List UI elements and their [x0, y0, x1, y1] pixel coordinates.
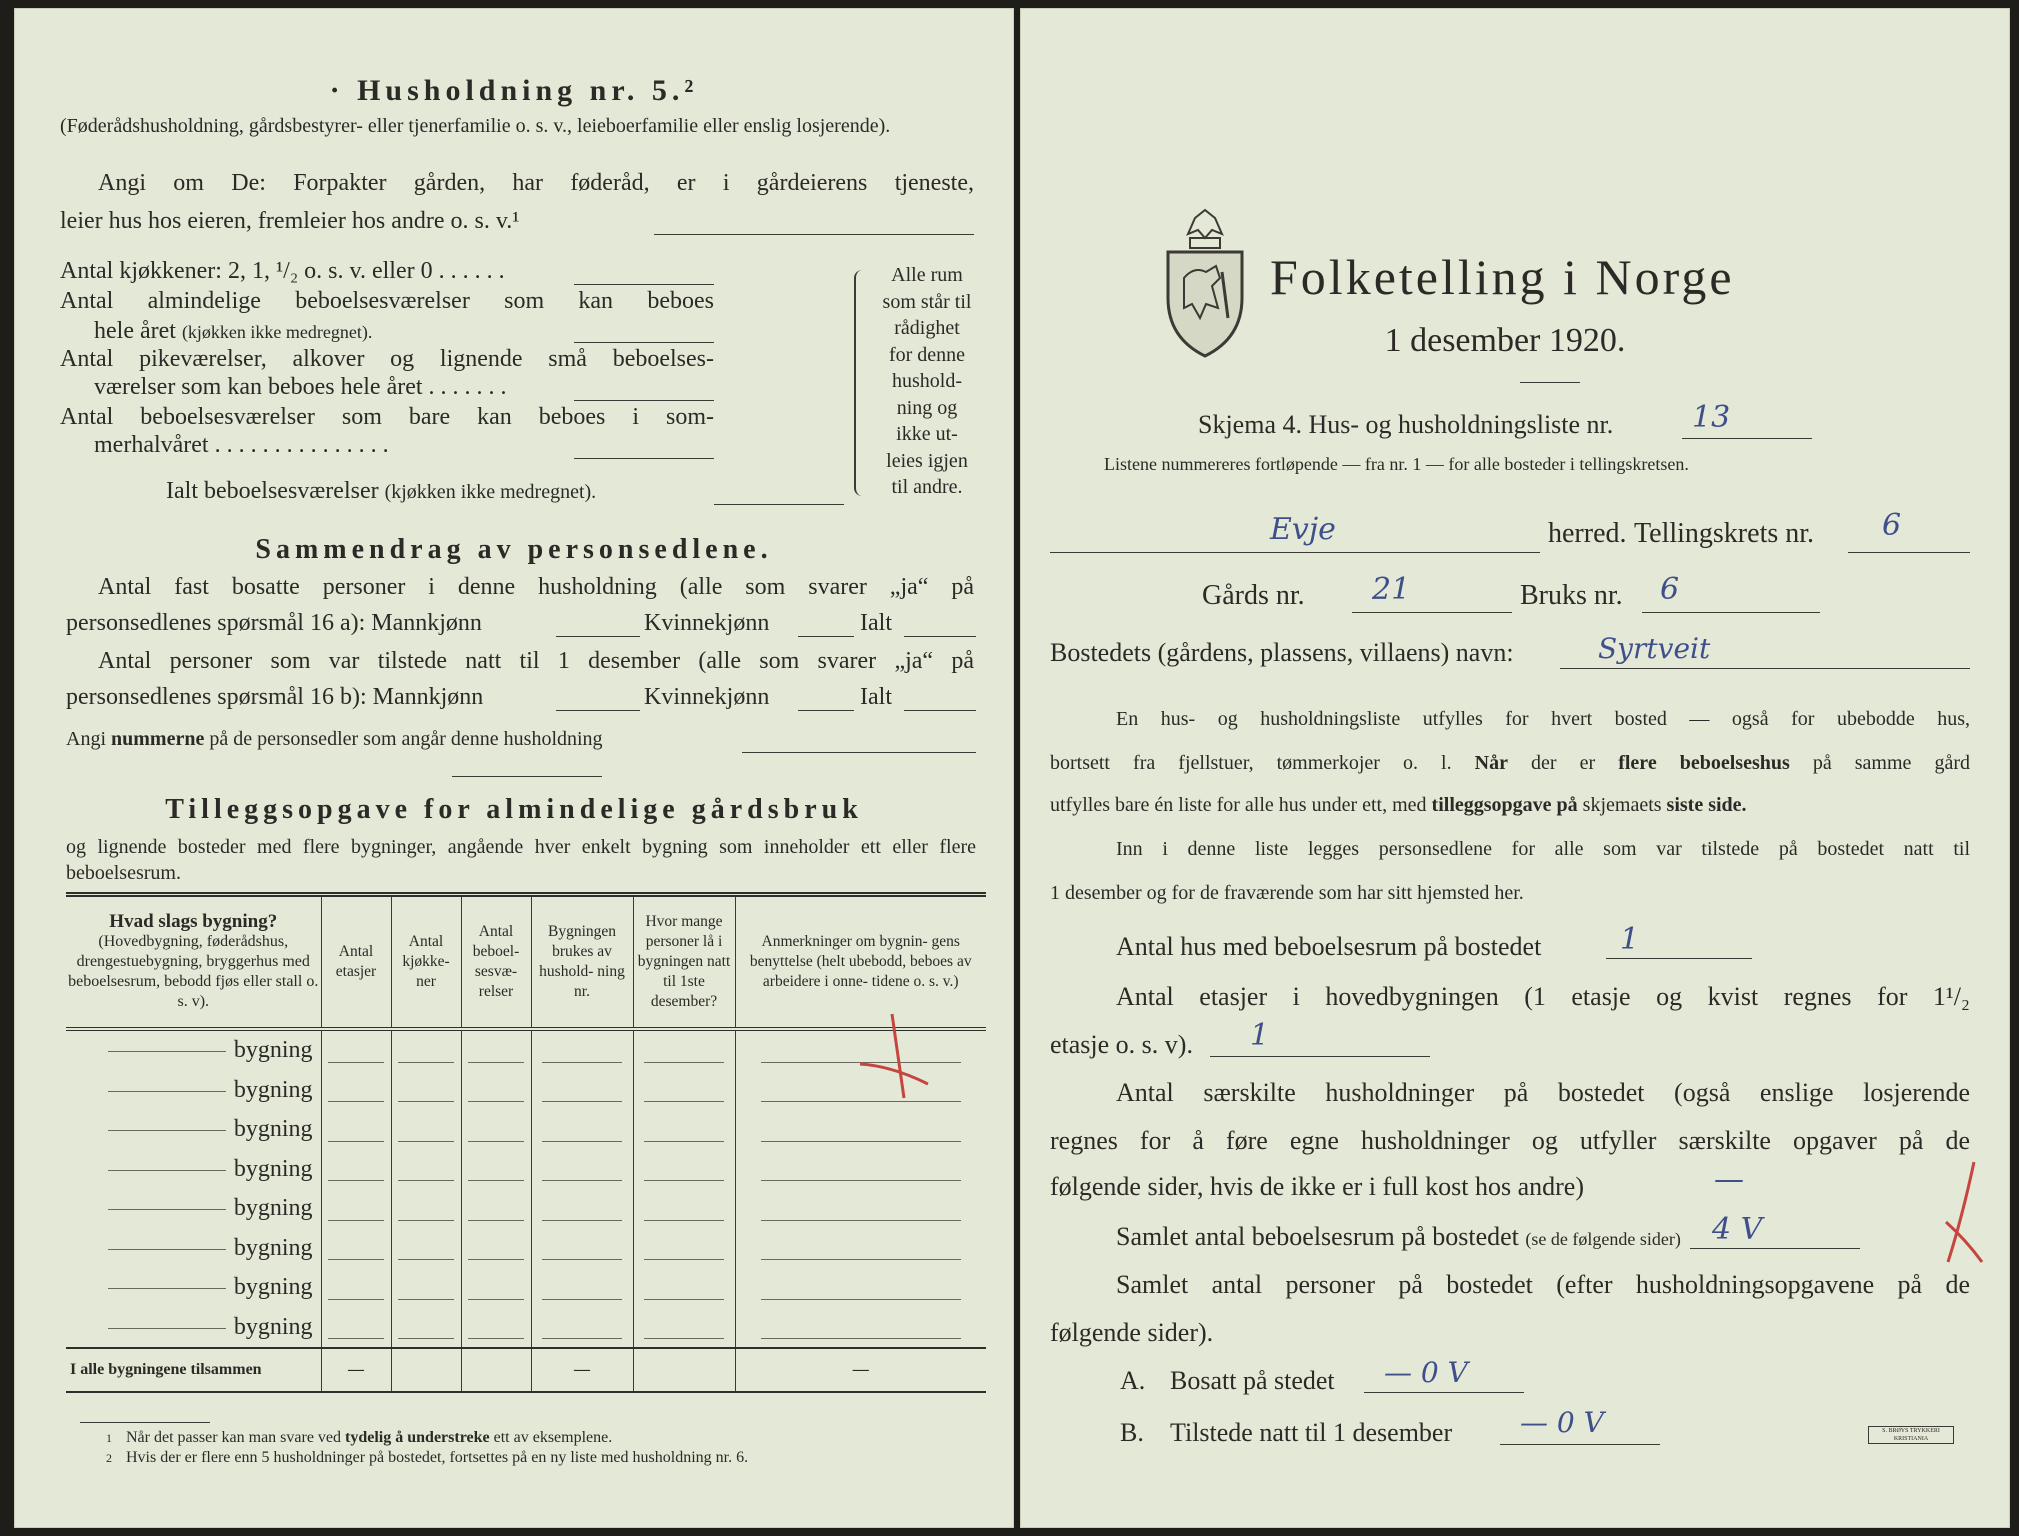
a-line [1364, 1392, 1524, 1393]
cell-line [328, 1338, 383, 1339]
section-divider [452, 776, 602, 777]
cell-line [542, 1141, 623, 1142]
table-row [66, 1268, 986, 1308]
instruction-2-line-1: Inn i denne liste legges personsedlene for alle som var tilstede på bostedet natt til [1116, 838, 1970, 860]
building-label-cell [66, 1229, 321, 1269]
coat-of-arms-icon [1162, 208, 1248, 358]
side-note-line: ning og [896, 396, 958, 419]
cell-line [542, 1259, 623, 1260]
side-note-line: for denne [888, 343, 966, 366]
cell-line [761, 1220, 961, 1221]
hus-label: Antal hus med beboelsesrum på bostedet [1116, 932, 1542, 961]
table-header-cell [321, 895, 391, 1030]
hus-value: 1 [1620, 922, 1640, 957]
table-header-text: Hvor mange personer lå i bygningen natt til 1ste desember? [637, 913, 731, 1010]
cell-line [761, 1180, 961, 1181]
saerskilte-line-2: regnes for å føre egne husholdninger og utfyller særskilte opgaver på de [1050, 1126, 1970, 1155]
etasjer-value: 1 [1250, 1018, 1270, 1053]
total-cell: — [531, 1348, 633, 1392]
tilstede-mann-line [556, 710, 640, 711]
a-text: Bosatt på stedet [1170, 1366, 1335, 1395]
footnote-divider [80, 1422, 210, 1423]
table-cell [391, 1229, 461, 1269]
cell-line [542, 1299, 623, 1300]
building-label-cell [66, 1268, 321, 1308]
table-cell [391, 1071, 461, 1111]
table-header-text: (Hovedbygning, føderådshus, drengestuebygning, bryggerhus med beboelsesrum, bebodd fjøs eller stall o. s. v). [68, 933, 319, 1010]
table-row [66, 1308, 986, 1349]
building-label-cell [66, 1071, 321, 1111]
building-name-line [108, 1170, 226, 1171]
table-header-text: Bygningen brukes av hushold- ning nr. [539, 923, 625, 1000]
cell-line [398, 1180, 453, 1181]
total-cell [391, 1348, 461, 1392]
instr1-l2-bold-2: flere beboelseshus [1618, 752, 1790, 774]
ialt-line [714, 504, 844, 505]
tilstede-line-2: personsedlenes spørsmål 16 b): Mannkjønn [66, 684, 484, 710]
table-cell [735, 1110, 986, 1150]
table-header-cell [461, 895, 531, 1030]
table-cell [531, 1110, 633, 1150]
alm-rooms-line-2: hele året [94, 318, 176, 344]
samlet-rum-small: (se de følgende sider) [1525, 1229, 1681, 1249]
cell-line [644, 1338, 725, 1339]
cell-line [398, 1062, 453, 1063]
table-header-text: Antal beboel- sesvæ- relser [472, 923, 520, 1000]
cell-line [468, 1062, 523, 1063]
fast-line-1: Antal fast bosatte personer i denne husholdning (alle som svarer „ja“ på [98, 574, 974, 600]
samlet-personer-line-2: følgende sider). [1050, 1318, 1214, 1347]
building-label-cell [66, 1308, 321, 1349]
hus-line [1606, 958, 1752, 959]
red-check-mark [842, 1008, 932, 1108]
main-date: 1 desember 1920. [1384, 322, 1626, 359]
tilstede-kvinne-line [798, 710, 854, 711]
angi-nummer-bold: nummerne [111, 728, 205, 750]
instruction-1-line-1: En hus- og husholdningsliste utfylles for hvert bosted — også for ubebodde hus, [1116, 708, 1970, 730]
bruks-label: Bruks nr. [1520, 580, 1623, 611]
table-row [66, 1189, 986, 1229]
tellingskrets-line [1848, 552, 1970, 553]
instr1-l2-mid: der er [1507, 752, 1619, 774]
listene-note: Listene nummereres fortløpende — fra nr. 1 — for alle bosteder i tellingskretsen. [1104, 454, 1689, 474]
tilstede-line-1: Antal personer som var tilstede natt til 1 desember (alle som svarer „ja“ på [98, 648, 974, 674]
herred-label: herred. [1548, 518, 1627, 549]
footnote-1-post: ett av eksemplene. [489, 1429, 613, 1446]
table-cell [531, 1229, 633, 1269]
table-cell [391, 1150, 461, 1190]
cell-line [398, 1338, 453, 1339]
total-cell [633, 1348, 735, 1392]
left-page [14, 8, 1014, 1528]
pike-line [574, 400, 714, 401]
building-label: bygning [233, 1313, 313, 1340]
table-header-text: Anmerkninger om bygnin- gens benyttelse (helt ubebodd, beboes av arbeidere i onne- tidene o. s. v.) [749, 933, 972, 990]
red-x-mark [1940, 1158, 1990, 1268]
instruction-1-line-2 [1050, 752, 1970, 775]
side-note-line: ikke ut- [896, 423, 958, 445]
cell-line [644, 1141, 725, 1142]
cell-line [761, 1141, 961, 1142]
bruks-value: 6 [1660, 572, 1680, 607]
fast-ialt-label: Ialt [860, 610, 892, 636]
cell-line [328, 1220, 383, 1221]
gards-value: 21 [1372, 572, 1411, 607]
cell-line [398, 1101, 453, 1102]
instr1-l2-post: på samme gård [1789, 752, 1971, 774]
building-name-line [108, 1209, 226, 1210]
kjokkener-line [574, 284, 714, 285]
sommer-line [574, 458, 714, 459]
table-cell [461, 1189, 531, 1229]
buildings-table [66, 892, 986, 1393]
table-cell [461, 1229, 531, 1269]
tilstede-ialt-line [904, 710, 976, 711]
building-label-cell [66, 1150, 321, 1190]
table-cell [461, 1110, 531, 1150]
main-title: Folketelling i Norge [1270, 249, 1735, 305]
table-cell [461, 1268, 531, 1308]
instr1-l2-bold-1: Når [1474, 752, 1508, 774]
side-note-line: hushold- [892, 370, 962, 392]
table-cell [531, 1150, 633, 1190]
alm-rooms-line [574, 342, 714, 343]
angi-answer-line [654, 234, 974, 235]
angi-line-2: leier hus hos eieren, fremleier hos andre o. s. v.¹ [60, 208, 520, 234]
building-name-line [108, 1328, 226, 1329]
side-note-line: leies igjen [886, 449, 968, 472]
side-note-line: som står til [882, 290, 972, 313]
fast-kvinne-line [798, 636, 854, 637]
cell-line [761, 1299, 961, 1300]
table-cell [531, 1071, 633, 1111]
total-row [66, 1348, 986, 1392]
footnote-2-number: 2 [106, 1451, 112, 1465]
building-label: bygning [233, 1274, 313, 1301]
household-note: (Føderådshusholdning, gårdsbestyrer- eller tjenerfamilie o. s. v., leieboerfamilie eller enslig losjerende). [60, 115, 891, 137]
fast-ialt-line [904, 636, 976, 637]
table-cell [531, 1029, 633, 1071]
sommer-line-1: Antal beboelsesværelser som bare kan beboes i som- [60, 404, 714, 430]
table-cell [321, 1071, 391, 1111]
table-cell [461, 1071, 531, 1111]
building-name-line [108, 1249, 226, 1250]
cell-line [398, 1259, 453, 1260]
building-label: bygning [233, 1234, 313, 1261]
total-cell: — [321, 1348, 391, 1392]
table-cell [633, 1110, 735, 1150]
cell-line [398, 1299, 453, 1300]
bruks-line [1642, 612, 1820, 613]
building-label: bygning [233, 1037, 313, 1064]
a-label: A. [1120, 1366, 1146, 1395]
table-cell [461, 1308, 531, 1349]
table-cell [321, 1110, 391, 1150]
skjema-value: 13 [1692, 400, 1731, 435]
table-cell [735, 1268, 986, 1308]
saerskilte-line-3: følgende sider, hvis de ikke er i full kost hos andre) [1050, 1172, 1584, 1201]
building-label: bygning [233, 1116, 313, 1143]
table-cell [391, 1110, 461, 1150]
table-cell [531, 1268, 633, 1308]
building-name-line [108, 1130, 226, 1131]
herred-value: Evje [1270, 512, 1336, 547]
footnote-1-bold: tydelig å understreke [345, 1429, 490, 1446]
cell-line [542, 1220, 623, 1221]
cell-line [398, 1141, 453, 1142]
title-divider [1520, 382, 1580, 383]
cell-line [468, 1338, 523, 1339]
side-note [868, 262, 986, 501]
table-cell [321, 1268, 391, 1308]
cell-line [468, 1141, 523, 1142]
table-cell [633, 1229, 735, 1269]
table-cell [461, 1029, 531, 1071]
building-label: bygning [233, 1195, 313, 1222]
cell-line [644, 1259, 725, 1260]
footnote-2-text: Hvis der er flere enn 5 husholdninger på bostedet, fortsettes på en ny liste med husholdning nr. 6. [126, 1449, 749, 1466]
a-value: — 0 V [1384, 1356, 1468, 1389]
table-cell [633, 1268, 735, 1308]
cell-line [761, 1259, 961, 1260]
table-cell [321, 1308, 391, 1349]
table-cell [321, 1189, 391, 1229]
bostedets-value: Syrtveit [1598, 632, 1711, 665]
building-label-cell [66, 1110, 321, 1150]
table-row [66, 1150, 986, 1190]
table-row [66, 1229, 986, 1269]
table-cell [531, 1189, 633, 1229]
gards-label: Gårds nr. [1202, 580, 1305, 611]
household-title: · Husholdning nr. 5.² [329, 74, 699, 107]
instruction-2-line-2: 1 desember og for de fraværende som har sitt hjemsted her. [1050, 882, 1524, 904]
instruction-1-line-3 [1050, 794, 1747, 817]
table-header-text: Antal etasjer [335, 943, 377, 980]
table-cell [391, 1029, 461, 1071]
angi-nummer-pre: Angi [66, 728, 111, 750]
cell-line [328, 1141, 383, 1142]
instr1-l3-pre: utfylles bare én liste for alle hus under ett, med [1050, 794, 1432, 816]
samlet-personer-line-1: Samlet antal personer på bostedet (efter husholdningsopgavene på de [1116, 1270, 1970, 1299]
footnote-1-number: 1 [106, 1431, 112, 1445]
cell-line [468, 1180, 523, 1181]
footnote-1 [106, 1428, 612, 1448]
b-text: Tilstede natt til 1 desember [1170, 1418, 1453, 1447]
cell-line [468, 1259, 523, 1260]
gards-line [1352, 612, 1512, 613]
bostedets-label: Bostedets (gårdens, plassens, villaens) navn: [1050, 638, 1514, 667]
cell-line [328, 1180, 383, 1181]
cell-line [398, 1220, 453, 1221]
fast-kvinne-label: Kvinnekjønn [644, 610, 770, 636]
table-cell [633, 1150, 735, 1190]
right-page [1020, 8, 2010, 1528]
skjema-line [1682, 438, 1812, 439]
table-cell [633, 1071, 735, 1111]
tellingskrets-value: 6 [1882, 508, 1902, 543]
cell-line [761, 1338, 961, 1339]
table-cell [531, 1308, 633, 1349]
samlet-rum-label: Samlet antal beboelsesrum på bostedet [1116, 1222, 1519, 1251]
b-value: — 0 V [1520, 1406, 1604, 1439]
cell-line [542, 1101, 623, 1102]
table-header-cell [391, 895, 461, 1030]
cell-line [328, 1259, 383, 1260]
side-note-line: rådighet [894, 317, 960, 339]
ialt-label: Ialt beboelsesværelser [166, 478, 379, 504]
table-cell [633, 1029, 735, 1071]
fast-line-2: personsedlenes spørsmål 16 a): Mannkjønn [66, 610, 482, 636]
cell-line [644, 1299, 725, 1300]
cell-line [644, 1180, 725, 1181]
etasjer-line [1210, 1056, 1430, 1057]
table-cell [633, 1308, 735, 1349]
table-header-cell [531, 895, 633, 1030]
cell-line [644, 1101, 725, 1102]
angi-nummer-post: på de personsedler som angår denne husholdning [204, 728, 603, 750]
building-label: bygning [233, 1155, 313, 1182]
table-cell [321, 1150, 391, 1190]
instr1-l3-bold-2: siste side. [1666, 794, 1747, 816]
table-row [66, 1110, 986, 1150]
printer-mark: S. BRØYS TRYKKERI KRISTIANIA [1868, 1426, 1954, 1444]
angi-line-1: Angi om De: Forpakter gården, har føderåd, er i gårdeierens tjeneste, [98, 170, 974, 196]
alm-rooms-small: (kjøkken ikke medregnet). [181, 322, 373, 342]
pike-line-2: værelser som kan beboes hele året . . . . . . . [94, 374, 507, 400]
fast-mann-line [556, 636, 640, 637]
b-label: B. [1120, 1418, 1144, 1447]
cell-line [542, 1180, 623, 1181]
cell-line [542, 1338, 623, 1339]
cell-line [328, 1062, 383, 1063]
samlet-rum-line [1690, 1248, 1860, 1249]
cell-line [468, 1299, 523, 1300]
table-cell [321, 1029, 391, 1071]
summary-title: Sammendrag av personsedlene. [255, 534, 773, 565]
etasjer-line-1: Antal etasjer i hovedbygningen (1 etasje og kvist regnes for 1¹/₂ [1116, 982, 1970, 1011]
table-header-bold: Hvad slags bygning? [109, 911, 278, 932]
skjema-label: Skjema 4. Hus- og husholdningsliste nr. [1198, 410, 1614, 439]
cell-line [328, 1299, 383, 1300]
footnote-2 [106, 1448, 748, 1468]
total-label: I alle bygningene tilsammen [66, 1348, 321, 1392]
saerskilte-line-1: Antal særskilte husholdninger på bostedet (også enslige losjerende [1116, 1078, 1970, 1107]
ialt-small: (kjøkken ikke medregnet). [384, 481, 597, 503]
alm-rooms-line-1: Antal almindelige beboelsesværelser som kan beboes [60, 288, 714, 314]
table-header-cell [633, 895, 735, 1030]
table-header-text: Antal kjøkke- ner [402, 933, 450, 990]
herred-line [1050, 552, 1540, 553]
side-note-line: til andre. [891, 476, 963, 498]
table-cell [391, 1189, 461, 1229]
saerskilte-value: — [1714, 1162, 1744, 1197]
cell-line [468, 1220, 523, 1221]
pike-line-1: Antal pikeværelser, alkover og lignende små beboelses- [60, 346, 714, 372]
table-cell [321, 1229, 391, 1269]
instr1-l3-bold-1: tilleggsopgave på [1431, 794, 1578, 816]
cell-line [468, 1101, 523, 1102]
building-name-line [108, 1091, 226, 1092]
table-header-cell [66, 895, 321, 1030]
cell-line [328, 1101, 383, 1102]
cell-line [644, 1062, 725, 1063]
angi-nummer-line [742, 752, 976, 753]
cell-line [542, 1062, 623, 1063]
building-name-line [108, 1051, 226, 1052]
table-cell [461, 1150, 531, 1190]
b-line [1500, 1444, 1660, 1445]
instr1-l2-pre: bortsett fra fjellstuer, tømmerkojer o. l. [1050, 752, 1475, 774]
tellingskrets-label: Tellingskrets nr. [1634, 518, 1815, 549]
brace [854, 270, 866, 496]
cell-line [644, 1220, 725, 1221]
building-label-cell [66, 1189, 321, 1229]
building-label: bygning [233, 1076, 313, 1103]
table-cell [735, 1150, 986, 1190]
total-cell: — [735, 1348, 986, 1392]
tilstede-kvinne-label: Kvinnekjønn [644, 684, 770, 710]
samlet-rum-value: 4 V [1712, 1212, 1763, 1247]
kjokkener-label: Antal kjøkkener: 2, 1, ¹/₂ o. s. v. eller 0 . . . . . . [60, 258, 505, 284]
building-name-line [108, 1288, 226, 1289]
table-cell [735, 1308, 986, 1349]
table-cell [633, 1189, 735, 1229]
tillegg-subtitle: og lignende bosteder med flere bygninger, angående hver enkelt bygning som inneholder ett eller flere beboelsesrum. [66, 836, 976, 884]
building-label-cell [66, 1029, 321, 1071]
footnote-1-pre: Når det passer kan man svare ved [126, 1429, 346, 1446]
bostedets-line [1560, 668, 1970, 669]
tillegg-title: Tilleggsopgave for almindelige gårdsbruk [165, 794, 863, 825]
side-note-line: Alle rum [891, 264, 963, 286]
table-cell [735, 1189, 986, 1229]
total-cell [461, 1348, 531, 1392]
table-cell [391, 1308, 461, 1349]
instr1-l3-mid: skjemaets [1577, 794, 1667, 816]
table-cell [391, 1268, 461, 1308]
sommer-line-2: merhalvåret . . . . . . . . . . . . . . . [94, 432, 389, 458]
table-cell [735, 1229, 986, 1269]
tilstede-ialt-label: Ialt [860, 684, 892, 710]
etasjer-line-2: etasje o. s. v). [1050, 1030, 1193, 1059]
